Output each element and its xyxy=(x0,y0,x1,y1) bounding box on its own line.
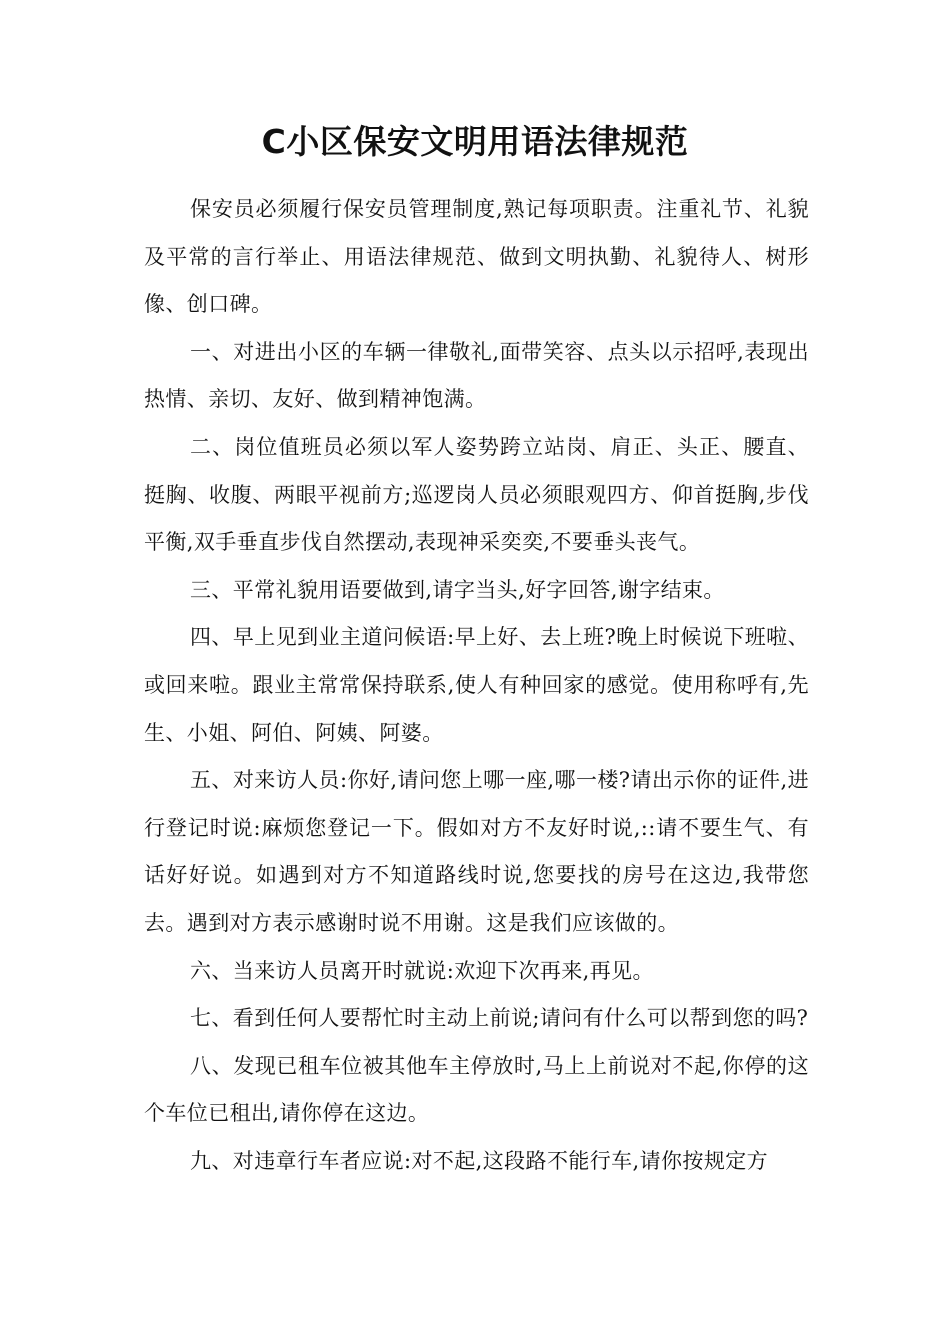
rule-7-paragraph: 七、看到任何人要帮忙时主动上前说;请问有什么可以帮到您的吗? xyxy=(190,1006,809,1031)
rule-4-paragraph: 四、早上见到业主道问候语:早上好、去上班?晚上时候说下班啦、或回来啦。跟业主常常保持联系,使人有种回家的感觉。使用称呼有,先生、小姐、阿伯、阿姨、阿婆。 xyxy=(144,625,809,745)
document-body xyxy=(144,186,809,1185)
intro-paragraph: 保安员必须履行保安员管理制度,熟记每项职责。注重礼节、礼貌及平常的言行举止、用语法律规范、做到文明执勤、礼貌待人、树形像、创口碑。 xyxy=(144,197,809,317)
document-title: C小区保安文明用语法律规范 xyxy=(261,122,689,161)
rule-9-paragraph: 九、对违章行车者应说:对不起,这段路不能行车,请你按规定方 xyxy=(190,1148,769,1173)
rule-1-paragraph: 一、对进出小区的车辆一律敬礼,面带笑容、点头以示招呼,表现出热情、亲切、友好、做到精神饱满。 xyxy=(144,339,809,412)
rule-5-paragraph: 五、对来访人员:你好,请问您上哪一座,哪一楼?请出示你的证件,进行登记时说:麻烦您登记一下。假如对方不友好时说,::请不要生气、有话好好说。如遇到对方不知道路线时说,您要找的房号在这边,我带您去。遇到对方表示感谢时说不用谢。这是我们应该做的。 xyxy=(144,768,809,935)
rule-6-paragraph: 六、当来访人员离开时就说:欢迎下次再来,再见。 xyxy=(190,958,654,983)
rule-2-paragraph: 二、岗位值班员必须以军人姿势跨立站岗、肩正、头正、腰直、挺胸、收腹、两眼平视前方;巡逻岗人员必须眼观四方、仰首挺胸,步伐平衡,双手垂直步伐自然摆动,表现神采奕奕,不要垂头丧气。 xyxy=(144,434,809,555)
rule-3-paragraph: 三、平常礼貌用语要做到,请字当头,好字回答,谢字结束。 xyxy=(190,577,725,602)
rule-8-paragraph: 八、发现已租车位被其他车主停放时,马上上前说对不起,你停的这个车位已租出,请你停在这边。 xyxy=(144,1053,809,1126)
